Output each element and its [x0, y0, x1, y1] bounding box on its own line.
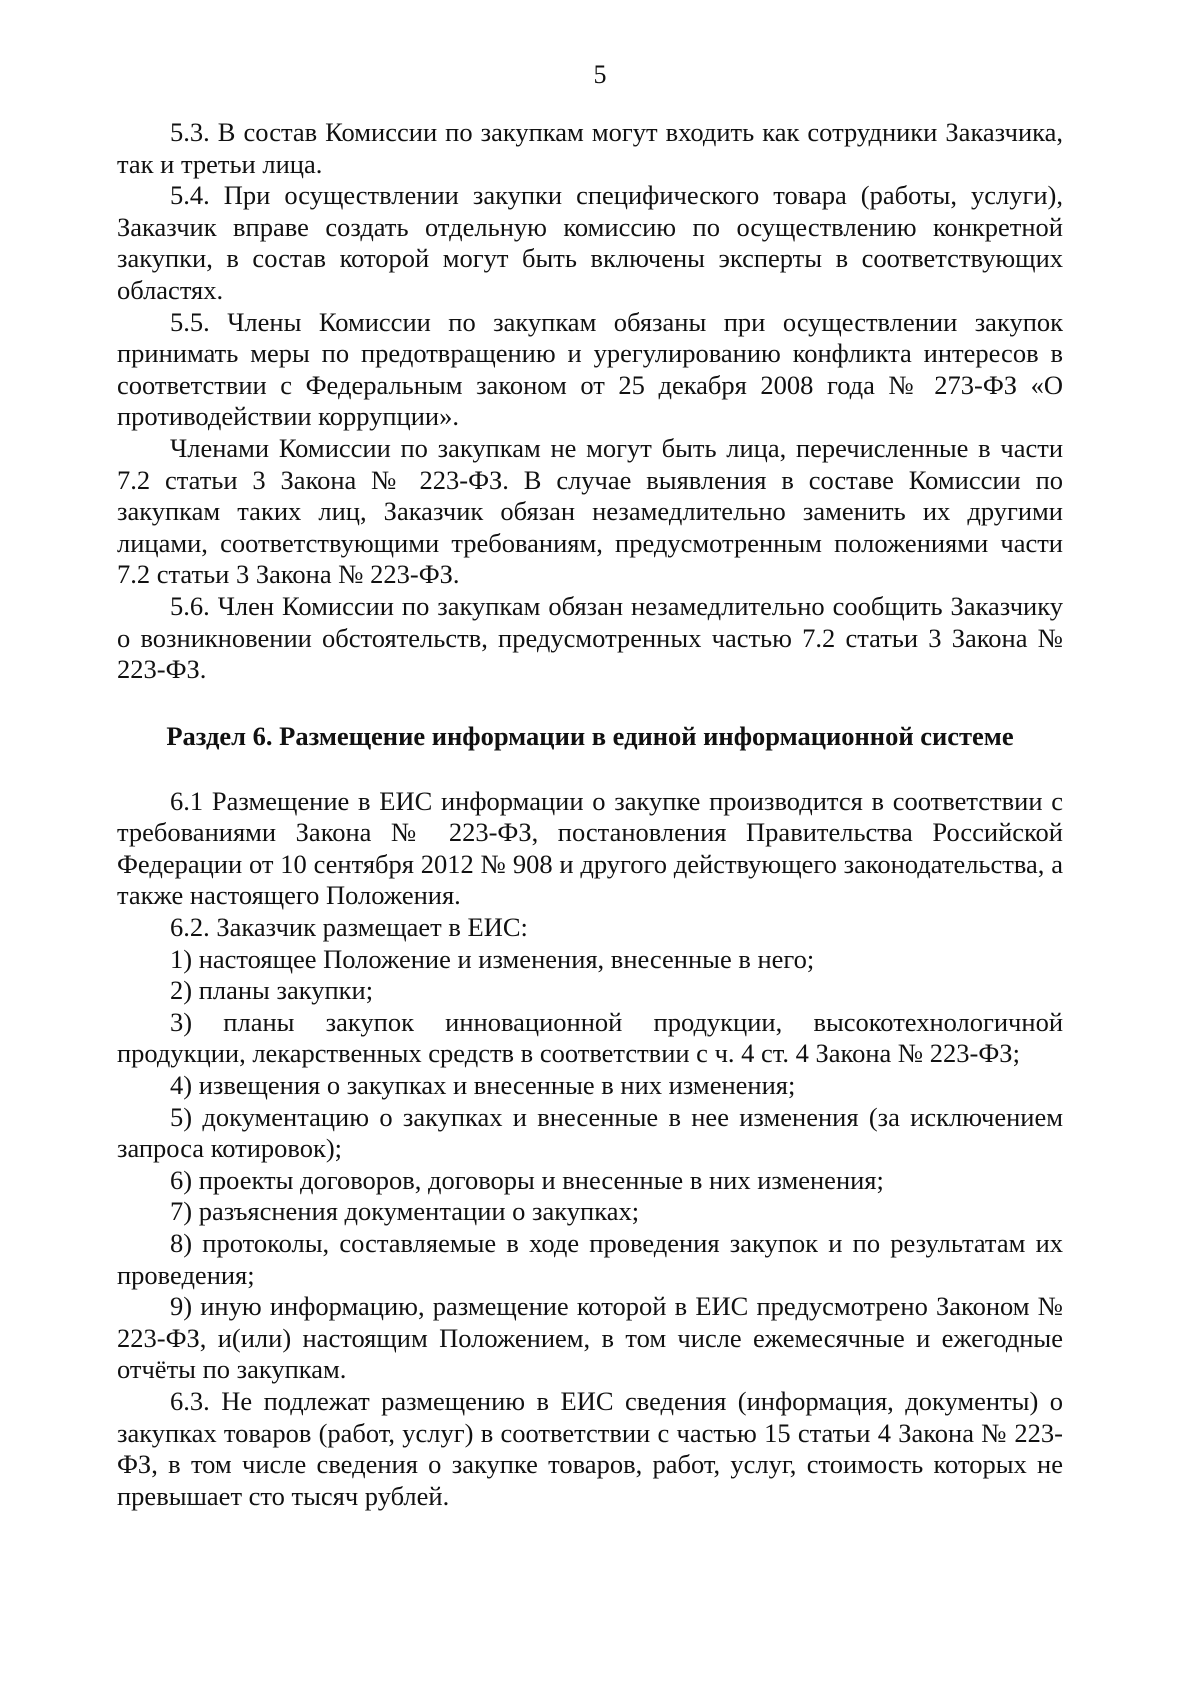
list-item-4: 4) извещения о закупках и внесенные в них изменения;: [170, 1070, 796, 1101]
list-item-9: 9) иную информацию, размещение которой в ЕИС предусмотрено Законом № 223-ФЗ, и(или) настоящим Положением, в том числе ежемесячные и ежегодные отчёты по закупкам.: [117, 1291, 1063, 1385]
list-item-6: 6) проекты договоров, договоры и внесенные в них изменения;: [170, 1164, 884, 1195]
list-item-8: 8) протоколы, составляемые в ходе проведения закупок и по результатам их проведения;: [117, 1228, 1063, 1290]
page-number: 5: [593, 60, 607, 89]
paragraph-5-3: 5.3. В состав Комиссии по закупкам могут входить как сотрудники Заказчика, так и третьи лица.: [117, 117, 1063, 179]
paragraph-5-5-continued: Членами Комиссии по закупкам не могут быть лица, перечисленные в части 7.2 статьи 3 Закона № 223-ФЗ. В случае выявления в составе Комиссии по закупкам таких лиц, Заказчик обязан незамедлительно заменить их другими лицами, соответствующими требованиям, предусмотренным положениями части 7.2 статьи 3 Закона № 223-ФЗ.: [117, 432, 1063, 590]
list-item-2: 2) планы закупки;: [170, 975, 374, 1006]
paragraph-6-1: 6.1 Размещение в ЕИС информации о закупке производится в соответствии с требованиями Закона № 223-ФЗ, постановления Правительства Российской Федерации от 10 сентября 2012 № 908 и другого действующего законодательства, а также настоящего Положения.: [117, 785, 1063, 911]
list-item-7: 7) разъяснения документации о закупках;: [170, 1196, 640, 1227]
paragraph-6-3: 6.3. Не подлежат размещению в ЕИС сведения (информация, документы) о закупках товаров (работ, услуг) в соответствии с частью 15 статьи 4 Закона № 223-ФЗ, в том числе сведения о закупке товаров, работ, услуг, стоимость которых не превышает сто тысяч рублей.: [117, 1385, 1063, 1511]
paragraph-5-4: 5.4. При осуществлении закупки специфического товара (работы, услуги), Заказчик вправе создать отдельную комиссию по осуществлению конкретной закупки, в состав которой могут быть включены эксперты в соответствующих областях.: [117, 180, 1063, 305]
paragraph-6-2: 6.2. Заказчик размещает в ЕИС:: [170, 912, 528, 943]
list-item-1: 1) настоящее Положение и изменения, внесенные в него;: [170, 943, 815, 974]
list-item-5: 5) документацию о закупках и внесенные в нее изменения (за исключением запроса котировок);: [117, 1101, 1063, 1164]
paragraph-5-6: 5.6. Член Комиссии по закупкам обязан незамедлительно сообщить Заказчику о возникновении обстоятельств, предусмотренных частью 7.2 статьи 3 Закона № 223-ФЗ.: [117, 590, 1063, 685]
section-heading: Раздел 6. Размещение информации в единой информационной системе: [166, 720, 1014, 751]
list-item-3: 3) планы закупок инновационной продукции, высокотехнологичной продукции, лекарственных средств в соответствии с ч. 4 ст. 4 Закона № 223-ФЗ;: [117, 1006, 1063, 1069]
document-body: [117, 117, 1063, 1512]
paragraph-5-5: 5.5. Члены Комиссии по закупкам обязаны при осуществлении закупок принимать меры по предотвращению и урегулированию конфликта интересов в соответствии с Федеральным законом от 25 декабря 2008 года № 273-ФЗ «О противодействии коррупции».: [117, 306, 1063, 432]
